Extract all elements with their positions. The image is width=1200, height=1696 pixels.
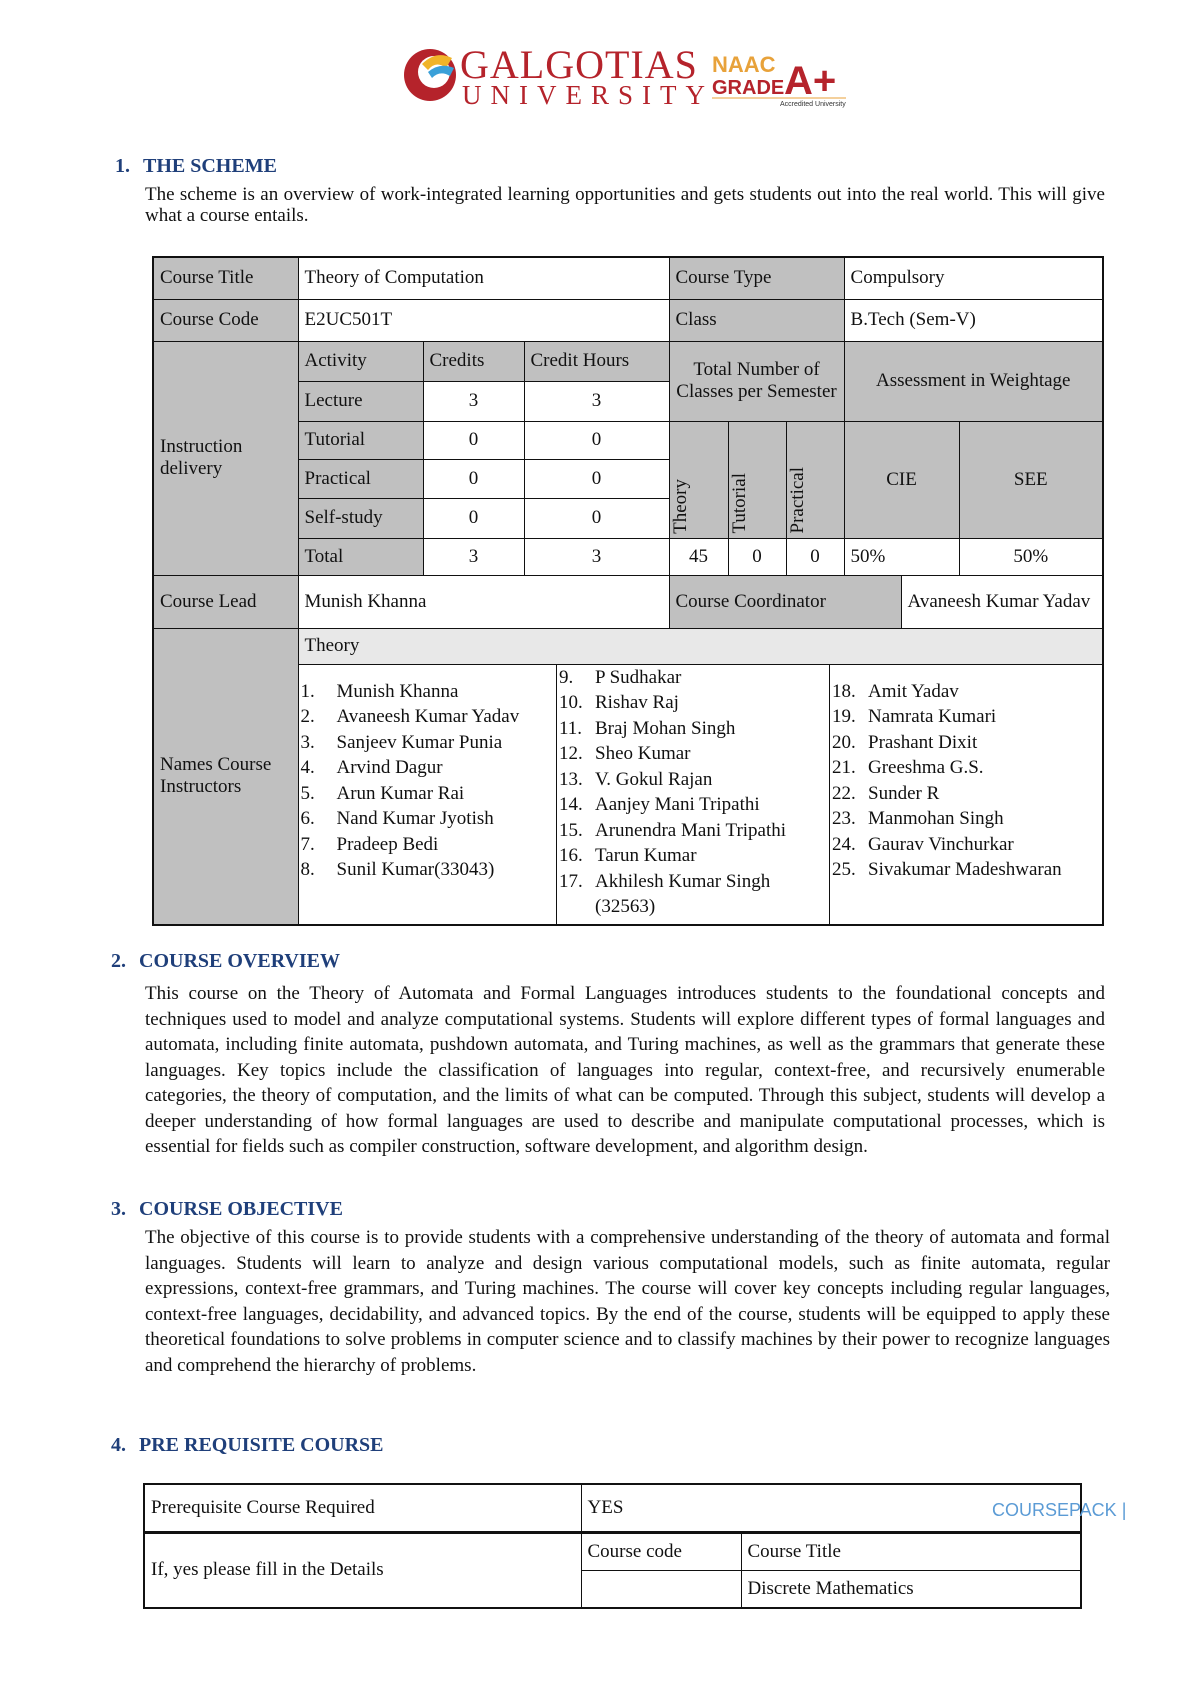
instructor-name: Akhilesh Kumar Singh (32563)	[595, 870, 771, 917]
practical-classes-count: 0	[786, 538, 844, 575]
course-coordinator-label: Course Coordinator	[669, 575, 901, 628]
instructor-item	[559, 869, 827, 920]
course-title-value: Theory of Computation	[298, 257, 669, 299]
instructor-number: 23.	[832, 808, 856, 829]
instructor-name: Namrata Kumari	[868, 706, 997, 727]
class-type-label: Tutorial	[728, 472, 750, 534]
instructor-item	[559, 741, 827, 767]
instructor-name: Arun Kumar Rai	[336, 782, 465, 804]
section-number: 1.	[115, 155, 130, 177]
class-type-practical	[786, 421, 844, 538]
instructors-columns	[299, 665, 1104, 924]
activity-hours: 3	[524, 381, 669, 421]
assessment-cie-header: CIE	[844, 421, 959, 538]
instructors-column	[299, 665, 557, 924]
instructor-item	[559, 690, 827, 716]
instructor-item	[832, 679, 1102, 705]
course-overview-text: This course on the Theory of Automata and Formal Languages introduces students to the foundational concepts and techniques used to model and analyze computational systems. Students will explore different types of formal languages and automata, including finite automata, pushdown automata, and Turing machines, as well as the grammars that generate these languages. Key topics include the classification of languages into regular, context-free, and recursively enumerable categories, the theory of computation, and the limits of what can be computed. Through this subject, students will develop a deeper understanding of how formal languages are used to describe and manipulate computational processes, which is essential for fields such as compiler construction, software development, and algorithm design.	[145, 983, 1105, 1157]
instructor-item	[832, 755, 1102, 781]
instructor-item	[832, 806, 1102, 832]
instructor-name: Sunil Kumar(33043)	[336, 859, 495, 880]
course-title-label: Course Title	[153, 257, 298, 299]
instructor-item	[559, 665, 827, 691]
course-code-value: E2UC501T	[298, 299, 669, 341]
svg-text:NAAC: NAAC	[712, 52, 776, 77]
activity-header: Activity	[298, 341, 423, 381]
instructor-number: 4.	[300, 757, 315, 778]
svg-text:GALGOTIAS: GALGOTIAS	[460, 42, 698, 87]
instructor-item	[301, 755, 555, 781]
instructor-number: 19.	[832, 706, 856, 727]
course-code-header: Course code	[581, 1532, 741, 1570]
class-label: Class	[669, 299, 844, 341]
activity-credits: 0	[423, 459, 524, 498]
instructor-item	[832, 704, 1102, 730]
instructor-name: Prashant Dixit	[868, 731, 978, 753]
galgotias-university-logo	[400, 42, 850, 108]
cie-weightage: 50%	[844, 538, 959, 575]
tutorial-classes-count: 0	[728, 538, 786, 575]
credits-header: Credits	[423, 341, 524, 381]
course-scheme-table	[152, 256, 1104, 926]
svg-text:A+: A+	[784, 59, 837, 103]
prerequisite-required-value: YES	[581, 1484, 1081, 1532]
instructor-item	[301, 730, 555, 756]
instructor-item	[559, 767, 827, 793]
section-title: PRE REQUISITE COURSE	[139, 1434, 384, 1456]
activity-hours: 0	[524, 498, 669, 538]
instructor-name: P Sudhakar	[595, 666, 682, 688]
instructor-item	[559, 843, 827, 869]
instructor-number: 24.	[832, 833, 856, 855]
prerequisite-course-title: Discrete Mathematics	[741, 1570, 1081, 1608]
class-type-label: Theory	[669, 478, 691, 534]
activity-hours: 0	[524, 459, 669, 498]
activity-name: Lecture	[298, 381, 423, 421]
instructor-number: 13.	[559, 768, 583, 790]
activity-name: Tutorial	[298, 421, 423, 459]
total-hours: 3	[524, 538, 669, 575]
prerequisite-course-code	[581, 1570, 741, 1608]
activity-name: Practical	[298, 459, 423, 498]
instructor-name: Sunder R	[868, 782, 940, 804]
instructor-item	[559, 818, 827, 844]
instructor-name: Amit Yadav	[868, 680, 959, 702]
instructor-number: 15.	[559, 819, 583, 841]
instructor-name: Gaurav Vinchurkar	[868, 833, 1014, 855]
instructor-name: Pradeep Bedi	[336, 833, 439, 855]
instructors-column	[557, 665, 830, 924]
instructor-number: 1.	[300, 680, 315, 702]
section-title: THE SCHEME	[143, 155, 277, 177]
coursepack-footer-label: COURSEPACK |	[992, 1500, 1127, 1520]
classes-per-semester-header: Total Number of Classes per Semester	[669, 341, 844, 421]
instructor-item	[832, 832, 1102, 858]
instructor-number: 8.	[300, 859, 315, 880]
instructor-number: 10.	[559, 692, 583, 713]
section-heading-overview	[111, 950, 340, 973]
credit-hours-header: Credit Hours	[524, 341, 669, 381]
instructors-label: Names Course Instructors	[153, 628, 298, 925]
course-type-value: Compulsory	[844, 257, 1103, 299]
instructor-number: 21.	[832, 757, 856, 778]
section-title: COURSE OBJECTIVE	[139, 1198, 343, 1220]
course-coordinator-value: Avaneesh Kumar Yadav	[901, 575, 1103, 628]
instructor-name: Sivakumar Madeshwaran	[868, 859, 1062, 880]
instructor-number: 20.	[832, 731, 856, 753]
instructor-number: 14.	[559, 794, 583, 815]
activity-credits: 0	[423, 421, 524, 459]
activity-credits: 3	[423, 381, 524, 421]
assessment-see-header: SEE	[959, 421, 1103, 538]
course-objective-text: The objective of this course is to provide students with a comprehensive understanding of the theory of automata and formal languages. Students will learn to analyze and design various computational models, such as finite automata, regular expressions, context-free grammars, and Turing machines. The course will cover key concepts including regular languages, context-free languages, decidability, and advanced topics. By the end of the course, students will be equipped to apply these theoretical foundations to solve problems in computer science and to classify machines by their power to recognize languages and comprehend the hierarchy of problems.	[145, 1227, 1110, 1376]
instructor-number: 18.	[832, 680, 856, 702]
instructor-name: Avaneesh Kumar Yadav	[336, 706, 520, 727]
instructor-number: 11.	[559, 717, 583, 739]
activity-hours: 0	[524, 421, 669, 459]
svg-text:UNIVERSITY: UNIVERSITY	[462, 80, 714, 108]
instructors-subheader: Theory	[298, 628, 1103, 664]
course-lead-value: Munish Khanna	[298, 575, 669, 628]
prerequisite-required-label: Prerequisite Course Required	[144, 1484, 581, 1532]
theory-classes-count: 45	[669, 538, 728, 575]
instructor-number: 16.	[559, 845, 583, 866]
svg-text:GRADE: GRADE	[712, 77, 785, 99]
instructor-name: Greeshma G.S.	[868, 757, 984, 778]
instructors-column	[830, 665, 1104, 924]
instructor-name: Manmohan Singh	[868, 808, 1004, 829]
instructor-item	[832, 781, 1102, 807]
section-number: 2.	[111, 950, 126, 972]
instructor-name: Braj Mohan Singh	[595, 717, 736, 739]
prerequisite-details-label: If, yes please fill in the Details	[144, 1532, 581, 1608]
instructor-item	[301, 704, 555, 730]
instructor-number: 7.	[300, 833, 315, 855]
instructor-number: 22.	[832, 782, 856, 804]
class-type-label: Practical	[786, 467, 808, 534]
activity-credits: 0	[423, 498, 524, 538]
instructor-name: Nand Kumar Jyotish	[336, 808, 494, 829]
instructor-item	[559, 792, 827, 818]
instructor-item	[559, 716, 827, 742]
instructor-number: 17.	[559, 870, 583, 892]
instructor-number: 25.	[832, 859, 856, 880]
instructor-item	[832, 857, 1102, 883]
instructor-name: Munish Khanna	[336, 680, 459, 702]
section-heading-objective	[111, 1198, 343, 1221]
section-title: COURSE OVERVIEW	[139, 950, 340, 972]
total-label: Total	[298, 538, 423, 575]
instructor-item	[301, 857, 555, 883]
instructor-name: Arvind Dagur	[336, 757, 443, 778]
course-title-header: Course Title	[741, 1532, 1081, 1570]
instructor-name: Arunendra Mani Tripathi	[595, 819, 787, 841]
instructor-item	[301, 679, 555, 705]
section-heading-prerequisite	[111, 1434, 384, 1457]
instructor-item	[832, 730, 1102, 756]
instruction-delivery-label: Instruction delivery	[153, 341, 298, 575]
class-type-theory	[669, 421, 728, 538]
assessment-weightage-header: Assessment in Weightage	[844, 341, 1103, 421]
instructor-name: Aanjey Mani Tripathi	[595, 794, 760, 815]
see-weightage: 50%	[959, 538, 1103, 575]
instructor-number: 9.	[559, 666, 574, 688]
class-type-tutorial	[728, 421, 786, 538]
total-credits: 3	[423, 538, 524, 575]
instructor-name: Rishav Raj	[595, 692, 679, 713]
course-type-label: Course Type	[669, 257, 844, 299]
instructor-number: 3.	[300, 731, 315, 753]
course-lead-label: Course Lead	[153, 575, 298, 628]
prerequisite-table	[143, 1483, 1082, 1609]
section-number: 4.	[111, 1434, 126, 1456]
scheme-description: The scheme is an overview of work-integrated learning opportunities and gets students out into the real world. This will give what a course entails.	[145, 184, 1105, 226]
course-code-label: Course Code	[153, 299, 298, 341]
section-heading-scheme	[115, 155, 277, 178]
instructor-number: 12.	[559, 743, 583, 764]
instructor-name: Sheo Kumar	[595, 743, 691, 764]
instructors-list-cell	[298, 664, 1103, 925]
instructor-number: 5.	[300, 782, 315, 804]
instructor-name: Sanjeev Kumar Punia	[336, 731, 503, 753]
section-number: 3.	[111, 1198, 126, 1220]
instructor-name: Tarun Kumar	[595, 845, 697, 866]
instructor-item	[301, 832, 555, 858]
instructor-item	[301, 781, 555, 807]
activity-name: Self-study	[298, 498, 423, 538]
instructor-name: V. Gokul Rajan	[595, 768, 713, 790]
instructor-item	[301, 806, 555, 832]
svg-text:Accredited University: Accredited University	[780, 101, 846, 108]
instructor-number: 6.	[300, 808, 315, 829]
instructor-number: 2.	[300, 706, 315, 727]
class-value: B.Tech (Sem-V)	[844, 299, 1103, 341]
